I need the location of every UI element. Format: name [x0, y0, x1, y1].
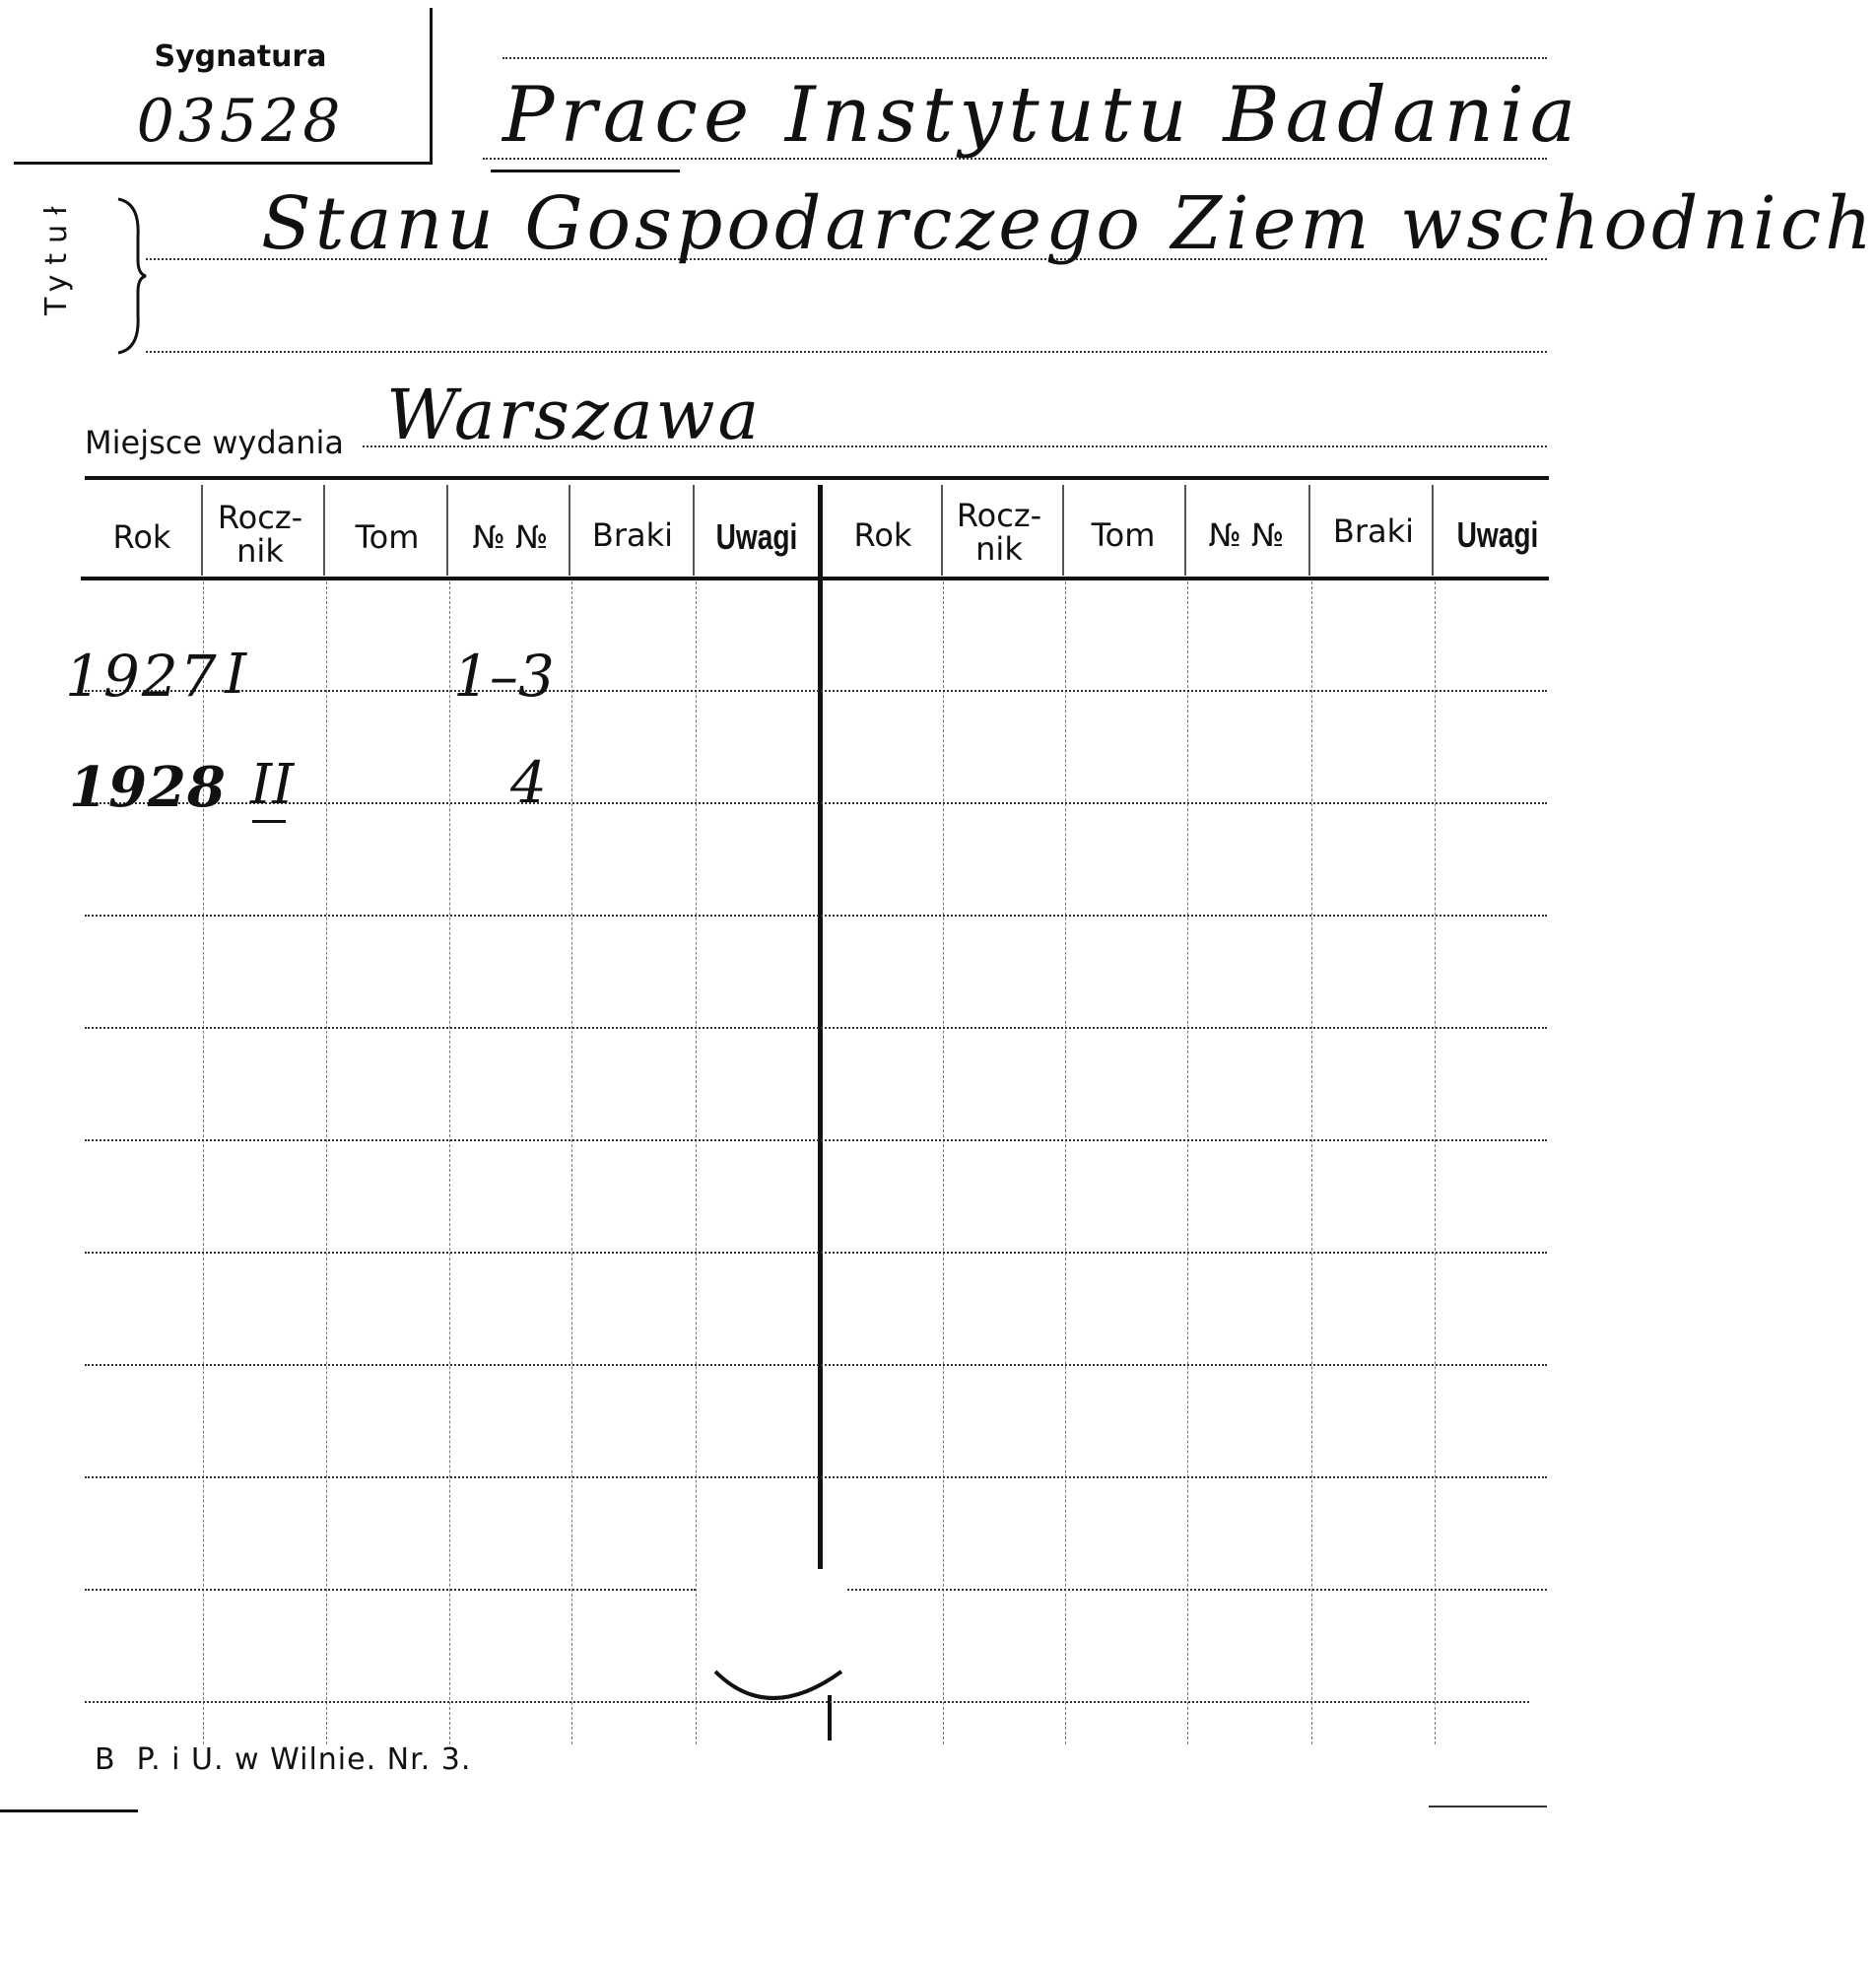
- row-line-7: [85, 1364, 1547, 1366]
- header-sep-5: [693, 485, 695, 576]
- header-right-rocznik: [941, 499, 1057, 566]
- header-sep-1: [201, 485, 203, 576]
- title-underline: [491, 170, 680, 172]
- row-line-4: [85, 1027, 1547, 1029]
- header-right-numery: № №: [1208, 516, 1285, 554]
- header-sep-2: [323, 485, 325, 576]
- header-right-uwagi: Uwagi: [1456, 514, 1539, 555]
- col-sep-10: [1311, 581, 1312, 1744]
- col-sep-4: [571, 581, 572, 1744]
- col-sep-2: [326, 581, 327, 1744]
- title-label: Tytuł: [39, 196, 74, 315]
- header-right-tom: Tom: [1091, 516, 1156, 554]
- row-2-rocznik-underline: [252, 820, 286, 823]
- header-right-braki: Braki: [1332, 512, 1415, 550]
- row-line-9-right: [847, 1589, 1547, 1591]
- header-left-tom: Tom: [355, 518, 420, 556]
- card-bottom-edge-right: [1429, 1806, 1547, 1807]
- col-sep-3: [449, 581, 450, 1744]
- header-left-rocznik: [202, 501, 318, 568]
- place-label: Miejsce wydania: [85, 424, 345, 461]
- signature-label: Sygnatura: [154, 39, 327, 74]
- header-left-braki: Braki: [591, 516, 674, 554]
- row-2-numery: 4: [510, 749, 547, 816]
- header-right-rocznik-text: Rocz- nik: [956, 497, 1042, 568]
- header-left-numery: № №: [472, 518, 549, 556]
- signature-number: 03528: [136, 87, 345, 156]
- header-sep-7: [941, 485, 943, 576]
- header-sep-9: [1184, 485, 1186, 576]
- col-sep-5: [696, 581, 697, 1744]
- title-line-1: Prace Instytutu Badania: [502, 71, 1582, 160]
- row-line-2: [85, 802, 1547, 804]
- place-value: Warszawa: [386, 375, 763, 455]
- row-line-1: [85, 690, 1547, 692]
- title-brace: [110, 197, 150, 355]
- row-line-3: [85, 915, 1547, 917]
- row-1-numery: 1–3: [453, 643, 555, 710]
- row-line-6: [85, 1252, 1547, 1254]
- title-line-2: Stanu Gospodarczego Ziem wschodnich: [261, 181, 1876, 266]
- signature-box: [14, 8, 433, 165]
- row-1-rok: 1927: [65, 643, 219, 710]
- title-dotted-line-4: [146, 351, 1547, 353]
- header-sep-10: [1308, 485, 1310, 576]
- punch-hole-arc: [709, 1666, 847, 1725]
- footer-text: B P. i U. w Wilnie. Nr. 3.: [95, 1742, 472, 1777]
- header-sep-11: [1432, 485, 1434, 576]
- header-bottom-border: [81, 577, 1549, 580]
- col-sep-11: [1435, 581, 1436, 1744]
- table-top-border: [85, 476, 1549, 480]
- row-2-rok: 1928: [69, 755, 227, 820]
- row-line-5: [85, 1139, 1547, 1141]
- col-sep-9: [1187, 581, 1188, 1744]
- header-right-rok: Rok: [853, 516, 912, 554]
- header-sep-4: [569, 485, 570, 576]
- header-left-rok: Rok: [112, 518, 171, 556]
- col-sep-7: [943, 581, 944, 1744]
- row-line-8: [85, 1476, 1547, 1478]
- card-bottom-edge: [0, 1809, 138, 1812]
- col-sep-8: [1065, 581, 1066, 1744]
- header-left-uwagi: Uwagi: [715, 516, 798, 557]
- title-dotted-line-1: [502, 57, 1547, 59]
- row-line-10: [85, 1701, 1529, 1703]
- row-2-rocznik: II: [250, 753, 295, 817]
- header-sep-3: [446, 485, 448, 576]
- row-1-rocznik: I: [225, 643, 247, 707]
- row-line-9-left: [85, 1589, 696, 1591]
- header-sep-8: [1062, 485, 1064, 576]
- header-left-rocznik-text: Rocz- nik: [217, 499, 303, 570]
